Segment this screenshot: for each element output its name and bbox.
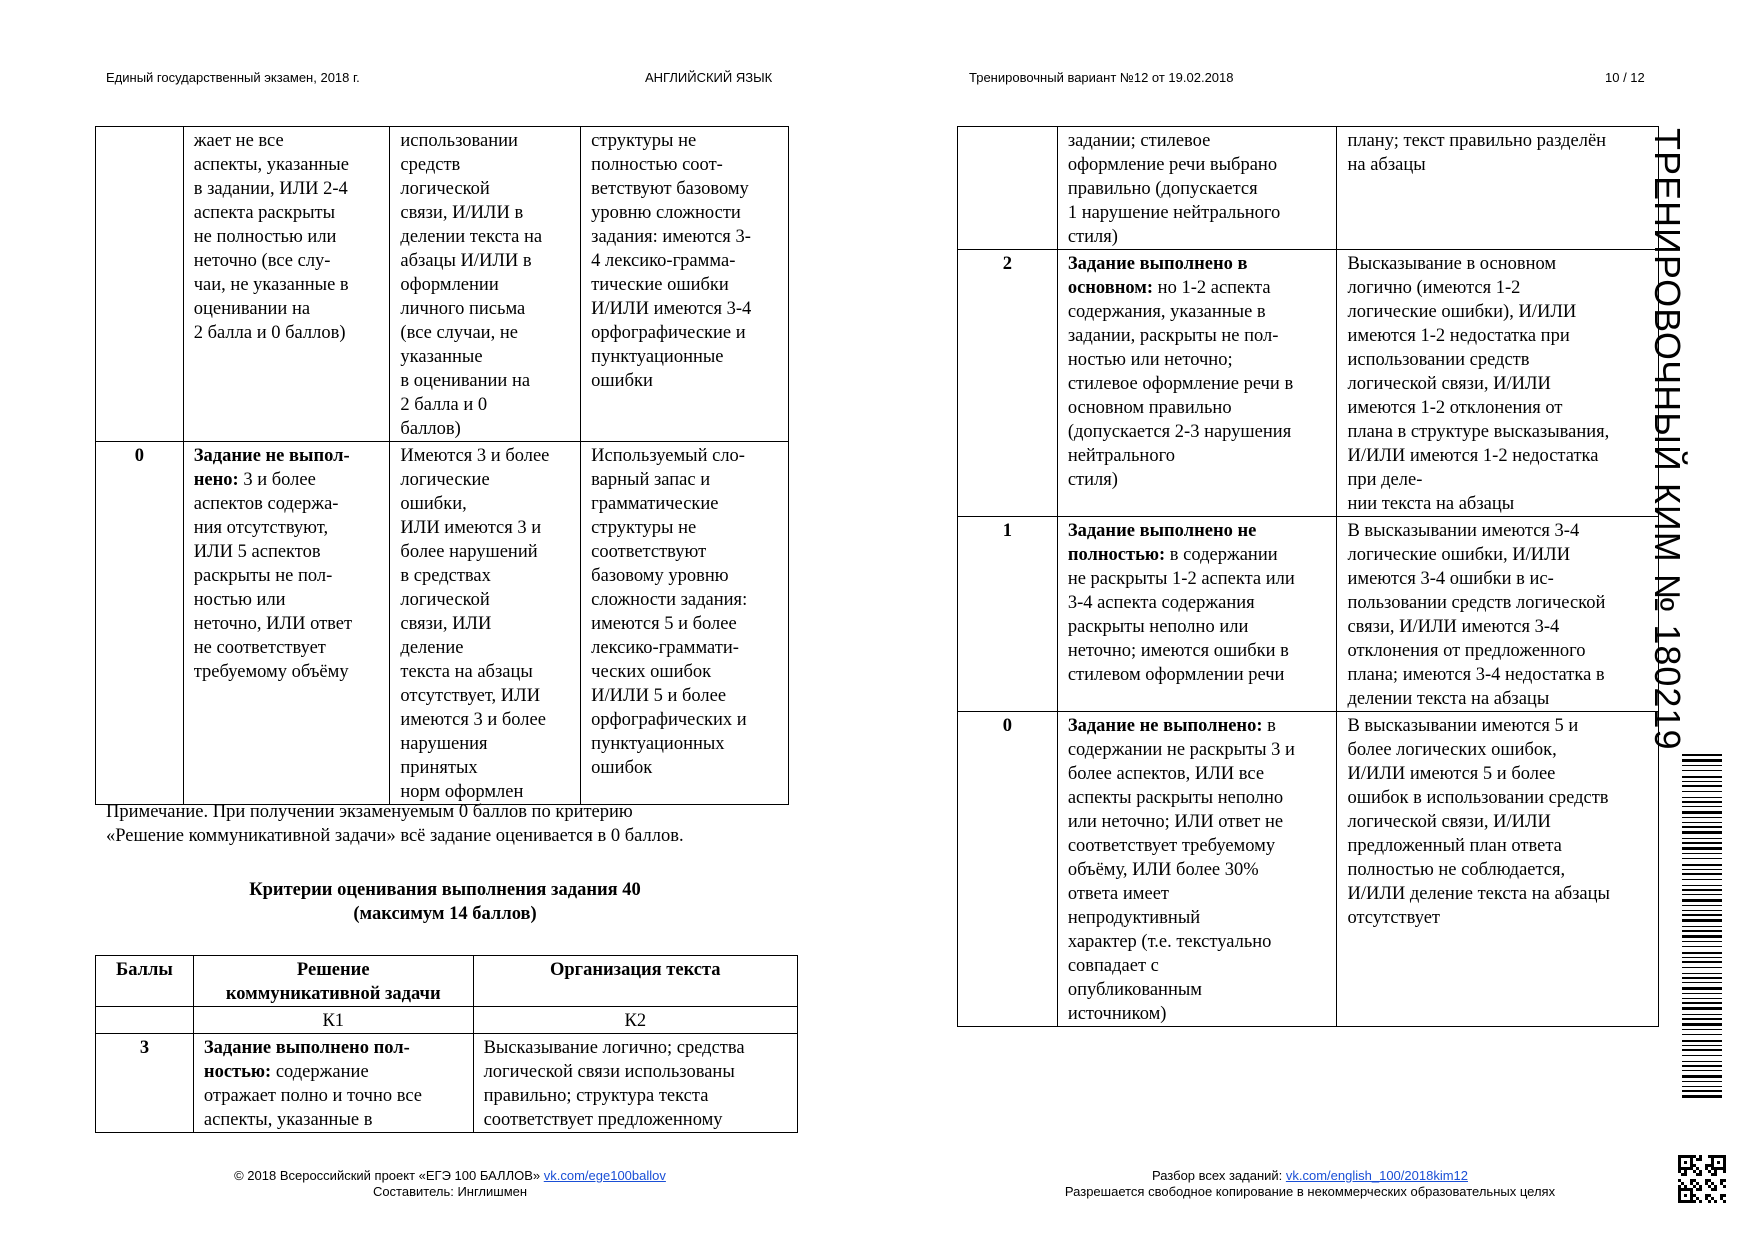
variant-title: Тренировочный вариант №12 от 19.02.2018 [969,70,1234,85]
score-cell: 0 [96,442,184,805]
score-cell: 2 [958,250,1058,517]
analysis-text: Разбор всех заданий: [1151,1168,1286,1183]
criteria-table-40-continued [957,126,1659,1027]
table-row [96,127,789,442]
code-k2: К2 [473,1007,797,1034]
vk-link[interactable]: vk.com/ege100ballov [543,1168,666,1183]
k1-cell: жает не все аспекты, указанные в задании, ИЛИ 2-4 аспекта раскрыты не полностью или неточно (все слу- чаи, не указанные в оценивании на 2 балла и 0 баллов) [183,127,390,442]
analysis-link[interactable]: vk.com/english_100/2018kim12 [1285,1168,1468,1183]
k1-text: 3 и более аспектов содержа- ния отсутствуют, ИЛИ 5 аспектов раскрыты не пол- ностью или неточно, ИЛИ ответ не соответствует требуемому объёму [193,470,353,682]
k1-text: но 1-2 аспекта содержания, указанные в задании, раскрыты не пол- ностью или неточно; стилевое оформление речи в основном правильно (допускается 2-3 нарушения нейтрального стиля) [1067,278,1294,490]
k1-cell [193,1034,473,1133]
k2-cell: Высказывание в основном логично (имеются 1-2 логические ошибки), И/ИЛИ имеются 1-2 недостатка при использовании средств логической связи, И/ИЛИ имеются 1-2 отклонения от плана в структуре высказывания, И/ИЛИ имеются 1-2 недостатка при деле- нии текста на абзацы [1337,250,1659,517]
header-score: Баллы [96,956,194,1007]
criteria-heading: Критерии оценивания выполнения задания 40 (максимум 14 баллов) [249,880,641,924]
exam-title: Единый государственный экзамен, 2018 г. [106,70,360,85]
right-footer [1000,1168,1620,1200]
qr-code-image [1678,1155,1726,1203]
table-row [958,250,1659,517]
copyright-text: © 2018 Всероссийский проект «ЕГЭ 100 БАЛЛОВ» [234,1168,544,1183]
header-k1: Решение коммуникативной задачи [193,956,473,1007]
code-empty [96,1007,194,1034]
page-number: 10 / 12 [1605,70,1645,85]
barcode-image [1682,754,1722,1100]
k2-cell: В высказывании имеются 5 и более логических ошибок, И/ИЛИ имеются 5 и более ошибок в использовании средств логической связи, И/ИЛИ предложенный план ответа полностью не соблюдается, И/ИЛИ деление текста на абзацы отсутствует [1337,712,1659,1027]
left-footer-line1 [150,1168,750,1184]
k2-cell: плану; текст правильно разделён на абзацы [1337,127,1659,250]
note-text: Примечание. При получении экзаменуемым 0 баллов по критерию «Решение коммуникативной задачи» всё задание оценивается в 0 баллов. [106,802,684,846]
code-k1: К1 [193,1007,473,1034]
k1-text: в содержании не раскрыты 1-2 аспекта или 3-4 аспекта содержания раскрыты неполно или неточно; имеются ошибки в стилевом оформлении речи [1067,545,1295,685]
license-text: Разрешается свободное копирование в некоммерческих образовательных целях [1064,1184,1556,1199]
criteria-table-40 [95,955,798,1133]
criteria-code-row [96,1007,798,1034]
table-row [96,442,789,805]
k1-bold-label: Задание выполнено пол- ностью: [203,1038,410,1082]
k1-bold-label: Задание не выпол- нено: [193,446,350,490]
k2-cell: Высказывание логично; средства логической связи использованы правильно; структура текста соответствует предложенному [473,1034,797,1133]
k3-cell: структуры не полностью соот- ветствуют базовому уровню сложности задания: имеются 3- 4 лексико-граммa- тические ошибки И/ИЛИ имеются 3-4 орфографические и пунктуационные ошибки [581,127,789,442]
k2-cell: использовании средств логической связи, И/ИЛИ в делении текста на абзацы И/ИЛИ в оформлении личного письма (все случаи, не указанные в оценивании на 2 балла и 0 баллов) [390,127,581,442]
k1-text: в содержании не раскрыты 3 и более аспектов, ИЛИ все аспекты раскрыты неполно или неточно; ИЛИ ответ не соответствует требуемому объёму, ИЛИ более 30% ответа имеет непродуктивный характер (т.е. текстуально совпадает с опубликованным источником) [1067,716,1295,1024]
score-cell [958,127,1058,250]
author-text: Составитель: Инглишмен [372,1184,528,1199]
k1-cell [1057,250,1337,517]
k3-cell: Используемый сло- варный запас и грамматические структуры не соответствуют базовому уровню сложности задания: имеются 5 и более лексико-граммати- ческих ошибок И/ИЛИ 5 и более орфографических и пунктуационных ошибок [581,442,789,805]
table-row [958,127,1659,250]
table-row [958,517,1659,712]
score-cell: 3 [96,1034,194,1133]
score-cell: 0 [958,712,1058,1027]
table-header-row [96,956,798,1007]
right-footer-line1 [1000,1168,1620,1184]
left-footer [150,1168,750,1200]
table-row [958,712,1659,1027]
score-cell: 1 [958,517,1058,712]
k2-cell: Имеются 3 и более логические ошибки, ИЛИ имеются 3 и более нарушений в средствах логической связи, ИЛИ деление текста на абзацы отсутствует, ИЛИ имеются 3 и более нарушения принятых норм оформлен [390,442,581,805]
k1-cell [1057,517,1337,712]
k1-cell: задании; стилевое оформление речи выбрано правильно (допускается 1 нарушение нейтрального стиля) [1057,127,1337,250]
side-label: ТРЕНИРОВОЧНЫЙ КИМ № 180219 [1647,128,1688,751]
k1-bold-label: Задание выполнено не полностью: [1067,521,1257,565]
k1-cell [1057,712,1337,1027]
table-row [96,1034,798,1133]
k2-cell: В высказывании имеются 3-4 логические ошибки, И/ИЛИ имеются 3-4 ошибки в ис- пользовании средств логической связи, И/ИЛИ имеются 3-4 отклонения от предложенного плана; имеются 3-4 недостатка в делении текста на абзацы [1337,517,1659,712]
subject-title: АНГЛИЙСКИЙ ЯЗЫК [645,70,773,85]
k1-cell [183,442,390,805]
criteria-table-39-continued [95,126,789,805]
k1-bold-label: Задание не выполнено: [1067,716,1263,736]
k1-text: содержание отражает полно и точно все аспекты, указанные в [203,1062,423,1130]
k1-bold-label: Задание выполнено в основном: [1067,254,1248,298]
header-k2: Организация текста [473,956,797,1007]
score-cell [96,127,184,442]
